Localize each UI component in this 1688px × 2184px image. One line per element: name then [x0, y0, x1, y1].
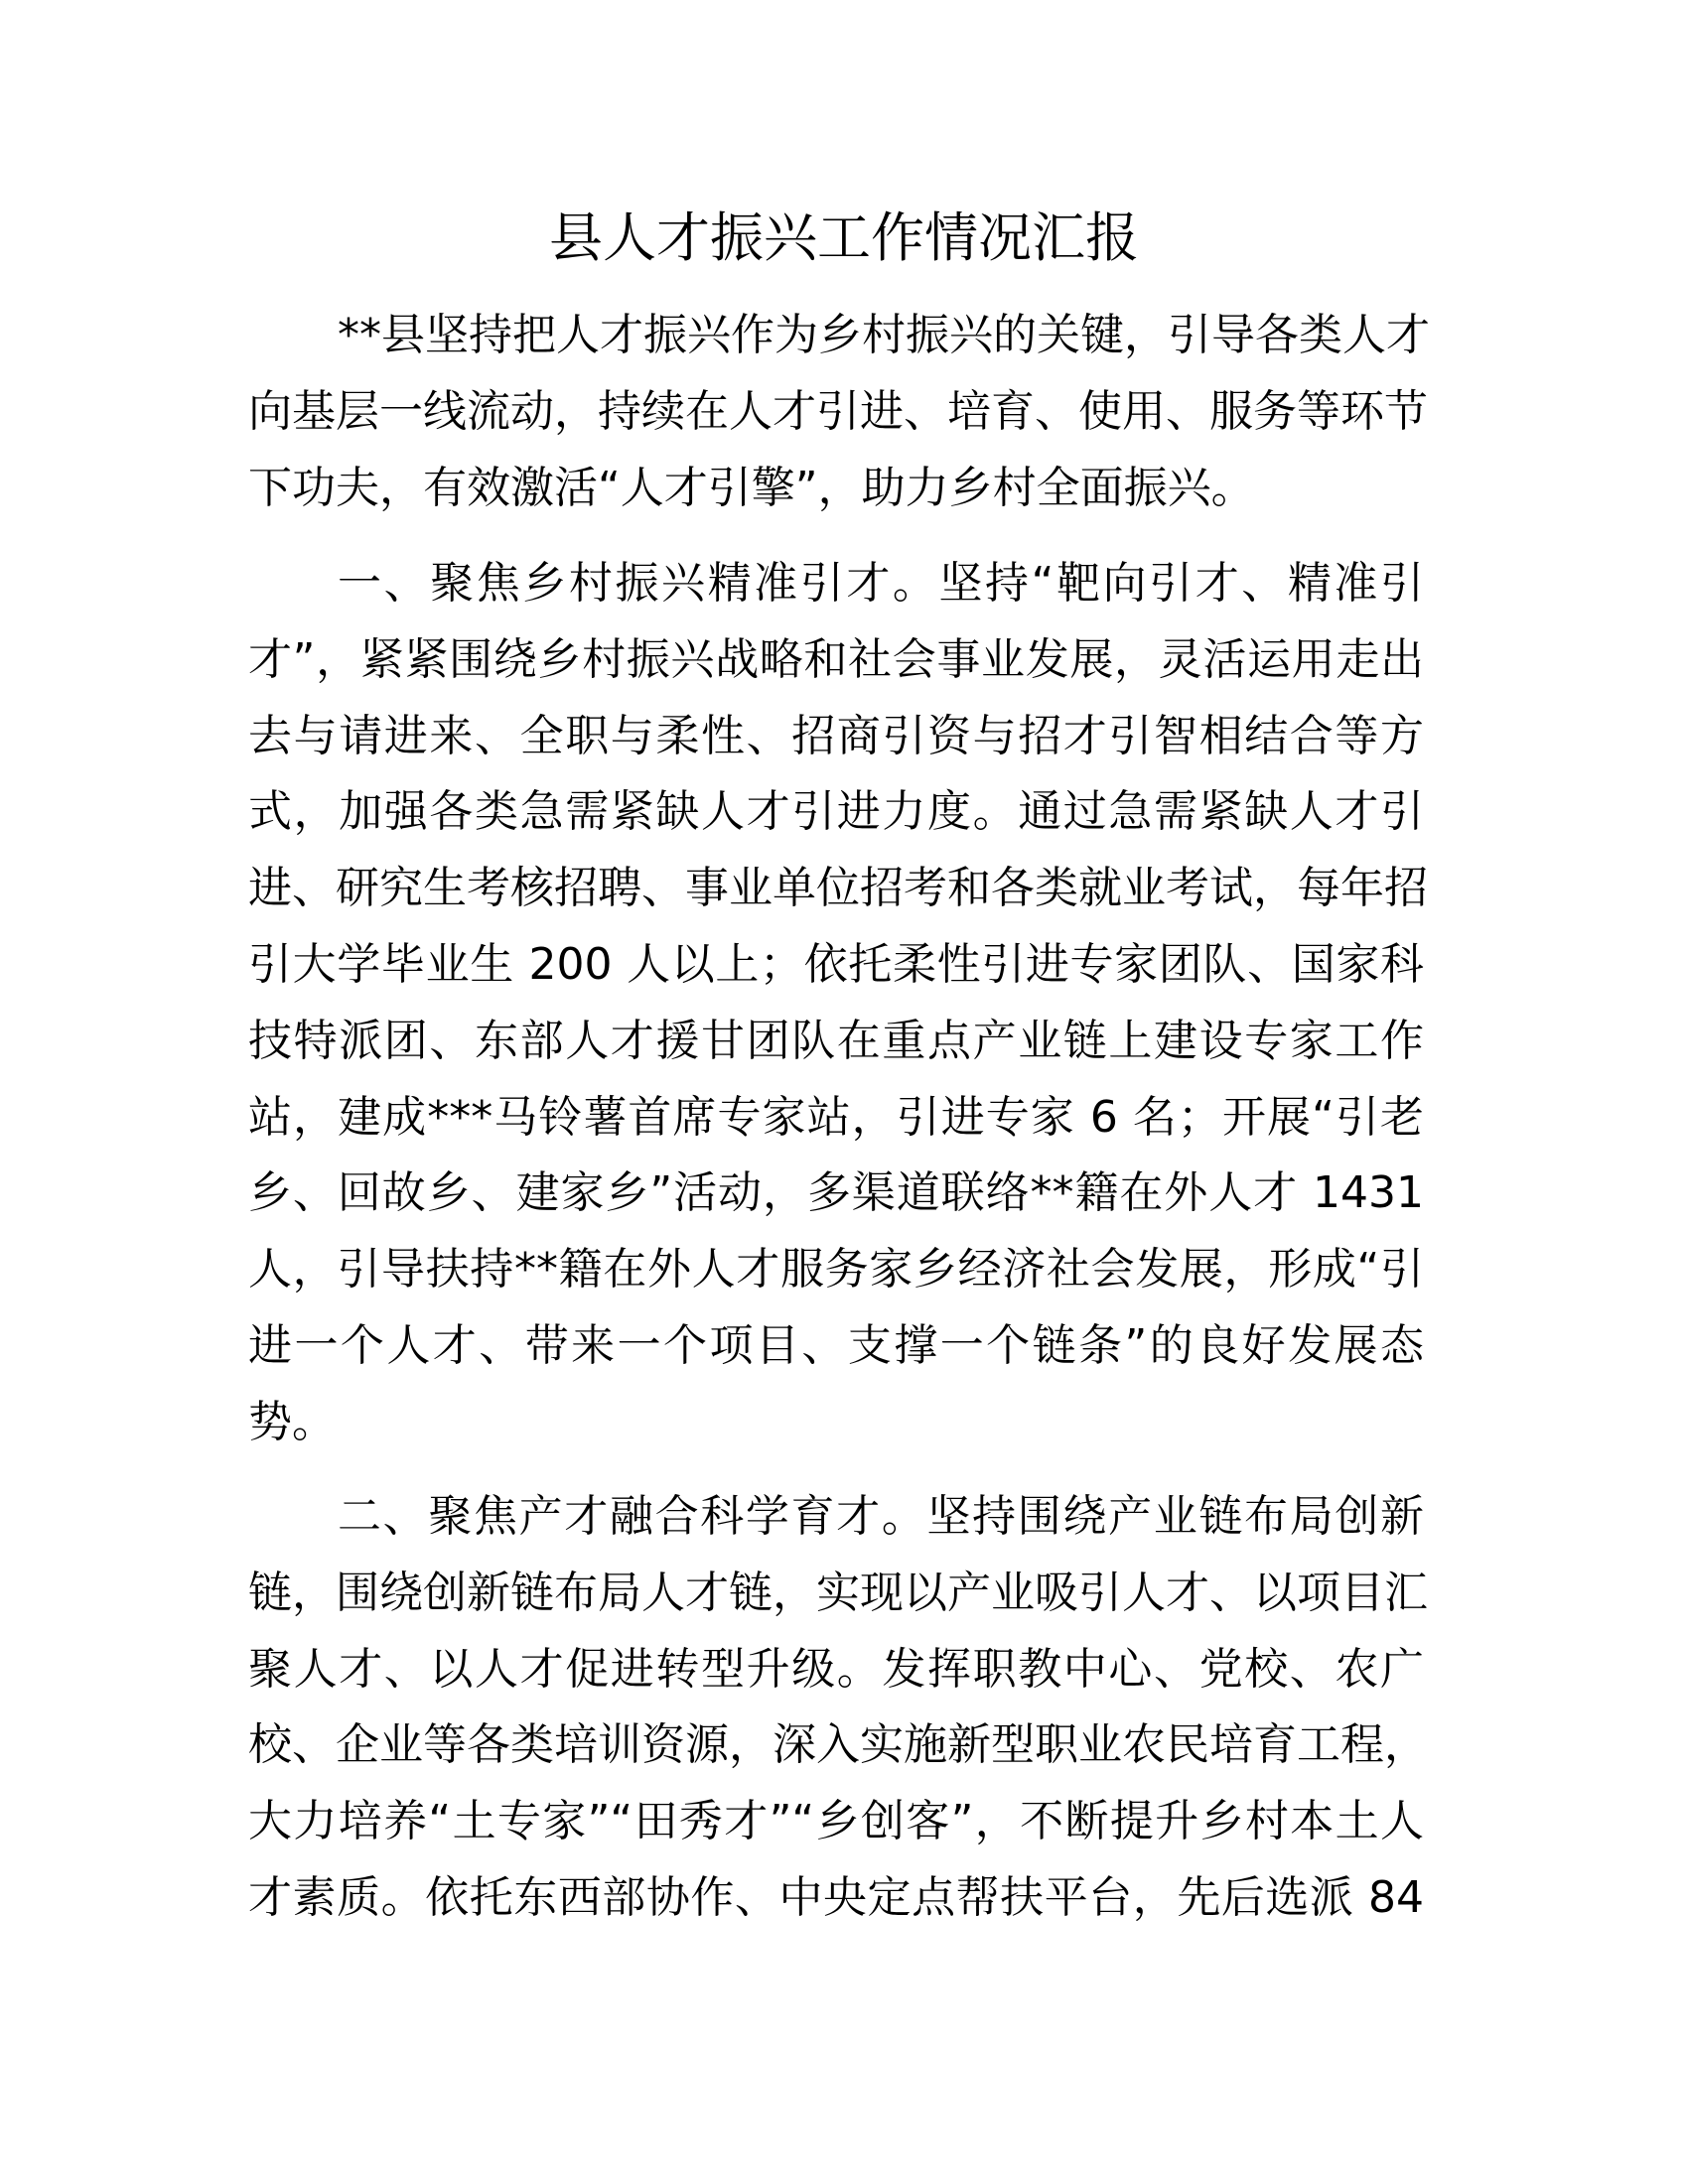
- text-line: 下功夫，有效激活“人才引擎”，助力乡村全面振兴。: [248, 462, 1255, 513]
- text-line: 技特派团、东部人才援甘团队在重点产业链上建设专家工作: [248, 1015, 1424, 1066]
- paragraph-section-2: [248, 1479, 1428, 1937]
- paragraph-intro: [248, 298, 1430, 526]
- text-line: 才素质。依托东西部协作、中央定点帮扶平台，先后选派 84: [248, 1871, 1424, 1923]
- text-line: **县坚持把人才振兴作为乡村振兴的关键，引导各类人才: [338, 310, 1430, 360]
- text-line: 引大学毕业生 200 人以上；依托柔性引进专家团队、国家科: [248, 938, 1424, 990]
- text-line: 聚人才、以人才促进转型升级。发挥职教中心、党校、农广: [248, 1643, 1424, 1695]
- text-line: 链，围绕创新链布局人才链，实现以产业吸引人才、以项目汇: [248, 1567, 1428, 1618]
- text-line: 势。: [248, 1396, 336, 1447]
- text-line: 站，建成***马铃薯首席专家站，引进专家 6 名；开展“引老: [248, 1091, 1424, 1143]
- text-line: 二、聚焦产才融合科学育才。坚持围绕产业链布局创新: [338, 1491, 1424, 1542]
- document-title: 县人才振兴工作情况汇报: [549, 206, 1139, 269]
- text-line: 进一个人才、带来一个项目、支撑一个链条”的良好发展态: [248, 1319, 1424, 1371]
- text-line: 进、研究生考核招聘、事业单位招考和各类就业考试，每年招: [248, 863, 1428, 914]
- text-line: 去与请进来、全职与柔性、招商引资与招才引智相结合等方: [248, 710, 1424, 761]
- paragraph-section-1: [248, 546, 1428, 1461]
- text-line: 才”，紧紧围绕乡村振兴战略和社会事业发展，灵活运用走出: [248, 633, 1424, 685]
- text-line: 大力培养“土专家”“田秀才”“乡创客”，不断提升乡村本土人: [248, 1796, 1424, 1847]
- text-line: 向基层一线流动，持续在人才引进、培育、使用、服务等环节: [248, 385, 1428, 437]
- text-line: 乡、回故乡、建家乡”活动，多渠道联络**籍在外人才 1431: [248, 1167, 1424, 1219]
- text-line: 式，加强各类急需紧缺人才引进力度。通过急需紧缺人才引: [248, 786, 1424, 838]
- text-line: 校、企业等各类培训资源，深入实施新型职业农民培育工程，: [248, 1719, 1428, 1771]
- text-line: 人，引导扶持**籍在外人才服务家乡经济社会发展，形成“引: [248, 1244, 1424, 1296]
- text-line: 一、聚焦乡村振兴精准引才。坚持“靶向引才、精准引: [338, 558, 1424, 609]
